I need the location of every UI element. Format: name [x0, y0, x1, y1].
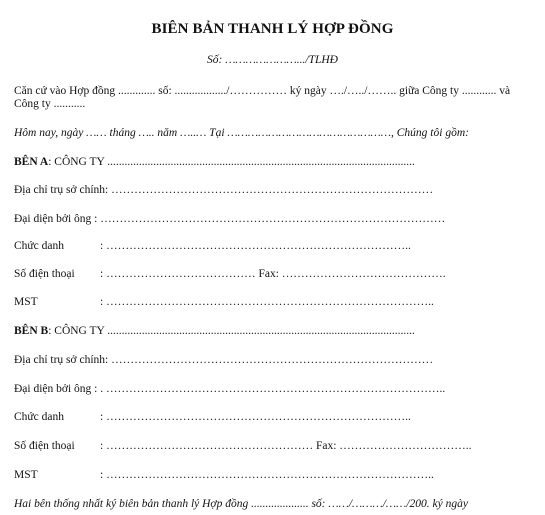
- party-a-title-label: Chức danh: [14, 240, 64, 252]
- party-b-title-row: [14, 411, 411, 423]
- party-a-phone-label: Số điện thoại: [14, 268, 75, 280]
- party-b-phone-row: [14, 440, 472, 452]
- party-a-phone-row: [14, 268, 446, 280]
- party-b-company: : CÔNG TY ...........................................................................................................: [48, 325, 415, 337]
- party-a-mst-row: [14, 296, 434, 308]
- party-a-label: BÊN A: [14, 156, 49, 168]
- closing-line: Hai bên thống nhất ký biên bản thanh lý Hợp đồng .................... số: ……/………/……/200. ký ngày: [14, 498, 468, 510]
- party-a-title-row: [14, 240, 411, 252]
- intro-line-1: Căn cứ vào Hợp đồng ............. số: ................../…………… ký ngày …./…../…….. giữa Công ty ............ và: [14, 85, 511, 97]
- party-b-label: BÊN B: [14, 325, 49, 337]
- date-location-line: Hôm nay, ngày …… tháng ….. năm …..… Tại …………………………………………, Chúng tôi gồm:: [14, 127, 469, 139]
- party-a-heading: [14, 155, 415, 169]
- party-b-mst-value: : …………………………………………………………………………..: [100, 469, 434, 481]
- party-a-representative: Đại diện bởi ông : ………………………………………………………………………………: [14, 213, 446, 225]
- party-a-mst-label: MST: [14, 296, 38, 308]
- party-b-address: Địa chỉ trụ sở chính: …………………………………………………………………………: [14, 354, 434, 366]
- intro-line-2: Công ty ...........: [14, 98, 86, 110]
- party-b-title-value: : ……………………………………………………………………..: [100, 411, 411, 423]
- document-title: BIÊN BẢN THANH LÝ HỢP ĐỒNG: [151, 21, 394, 37]
- party-a-mst-value: : …………………………………………………………………………..: [100, 296, 434, 308]
- party-a-address: Địa chỉ trụ sở chính: …………………………………………………………………………: [14, 184, 434, 196]
- party-a-phone-value: : ………………………………… Fax: …………………………………….: [100, 268, 446, 280]
- party-b-phone-value: : ……………………………………………… Fax: ……………………………..: [100, 440, 472, 452]
- party-b-title-label: Chức danh: [14, 411, 64, 423]
- party-a-title-value: : ……………………………………………………………………..: [100, 240, 411, 252]
- party-b-mst-label: MST: [14, 469, 38, 481]
- party-b-representative: Đại diện bởi ông : . ……………………………………………………………………………..: [14, 383, 446, 395]
- party-a-company: : CÔNG TY ...........................................................................................................: [48, 156, 415, 168]
- document-number: Số: ………………….../TLHĐ: [206, 54, 338, 66]
- party-b-mst-row: [14, 469, 434, 481]
- party-b-phone-label: Số điện thoại: [14, 440, 75, 452]
- party-b-heading: [14, 324, 415, 338]
